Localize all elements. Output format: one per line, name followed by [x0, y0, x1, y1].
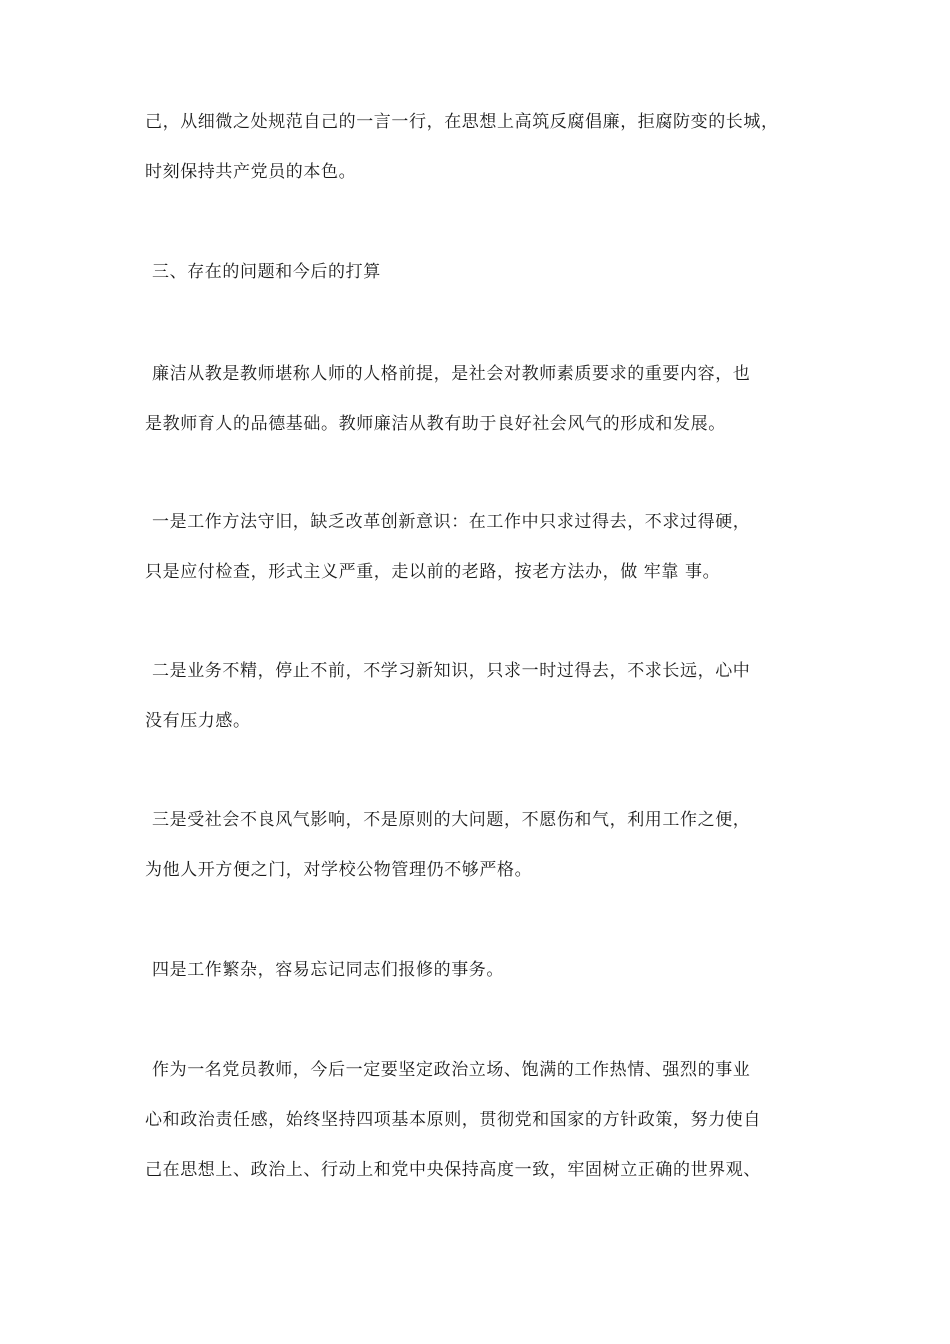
text-line: 四是工作繁杂，容易忘记同志们报修的事务。	[152, 960, 504, 980]
text-line: 没有压力感。	[145, 711, 251, 731]
text-line: 作为一名党员教师，今后一定要坚定政治立场、饱满的工作热情、强烈的事业	[152, 1060, 751, 1080]
text-line: 廉洁从教是教师堪称人师的人格前提，是社会对教师素质要求的重要内容，也	[152, 364, 751, 384]
text-line: 只是应付检查，形式主义严重，走以前的老路，按老方法办，做 牢靠 事。	[145, 562, 721, 582]
text-line: 三是受社会不良风气影响，不是原则的大问题，不愿伤和气，利用工作之便，	[152, 810, 751, 830]
section-heading: 三、存在的问题和今后的打算	[152, 262, 381, 282]
text-line: 二是业务不精，停止不前，不学习新知识，只求一时过得去，不求长远，心中	[152, 661, 751, 681]
text-line: 为他人开方便之门，对学校公物管理仍不够严格。	[145, 860, 533, 880]
text-line: 是教师育人的品德基础。教师廉洁从教有助于良好社会风气的形成和发展。	[145, 414, 726, 434]
text-line: 心和政治责任感，始终坚持四项基本原则，贯彻党和国家的方针政策，努力使自	[145, 1110, 761, 1130]
text-line: 己在思想上、政治上、行动上和党中央保持高度一致，牢固树立正确的世界观、	[145, 1160, 761, 1180]
text-line: 时刻保持共产党员的本色。	[145, 162, 357, 182]
text-line: 一是工作方法守旧，缺乏改革创新意识：在工作中只求过得去，不求过得硬，	[152, 512, 751, 532]
text-line: 己，从细微之处规范自己的一言一行，在思想上高筑反腐倡廉，拒腐防变的长城，	[145, 112, 779, 132]
